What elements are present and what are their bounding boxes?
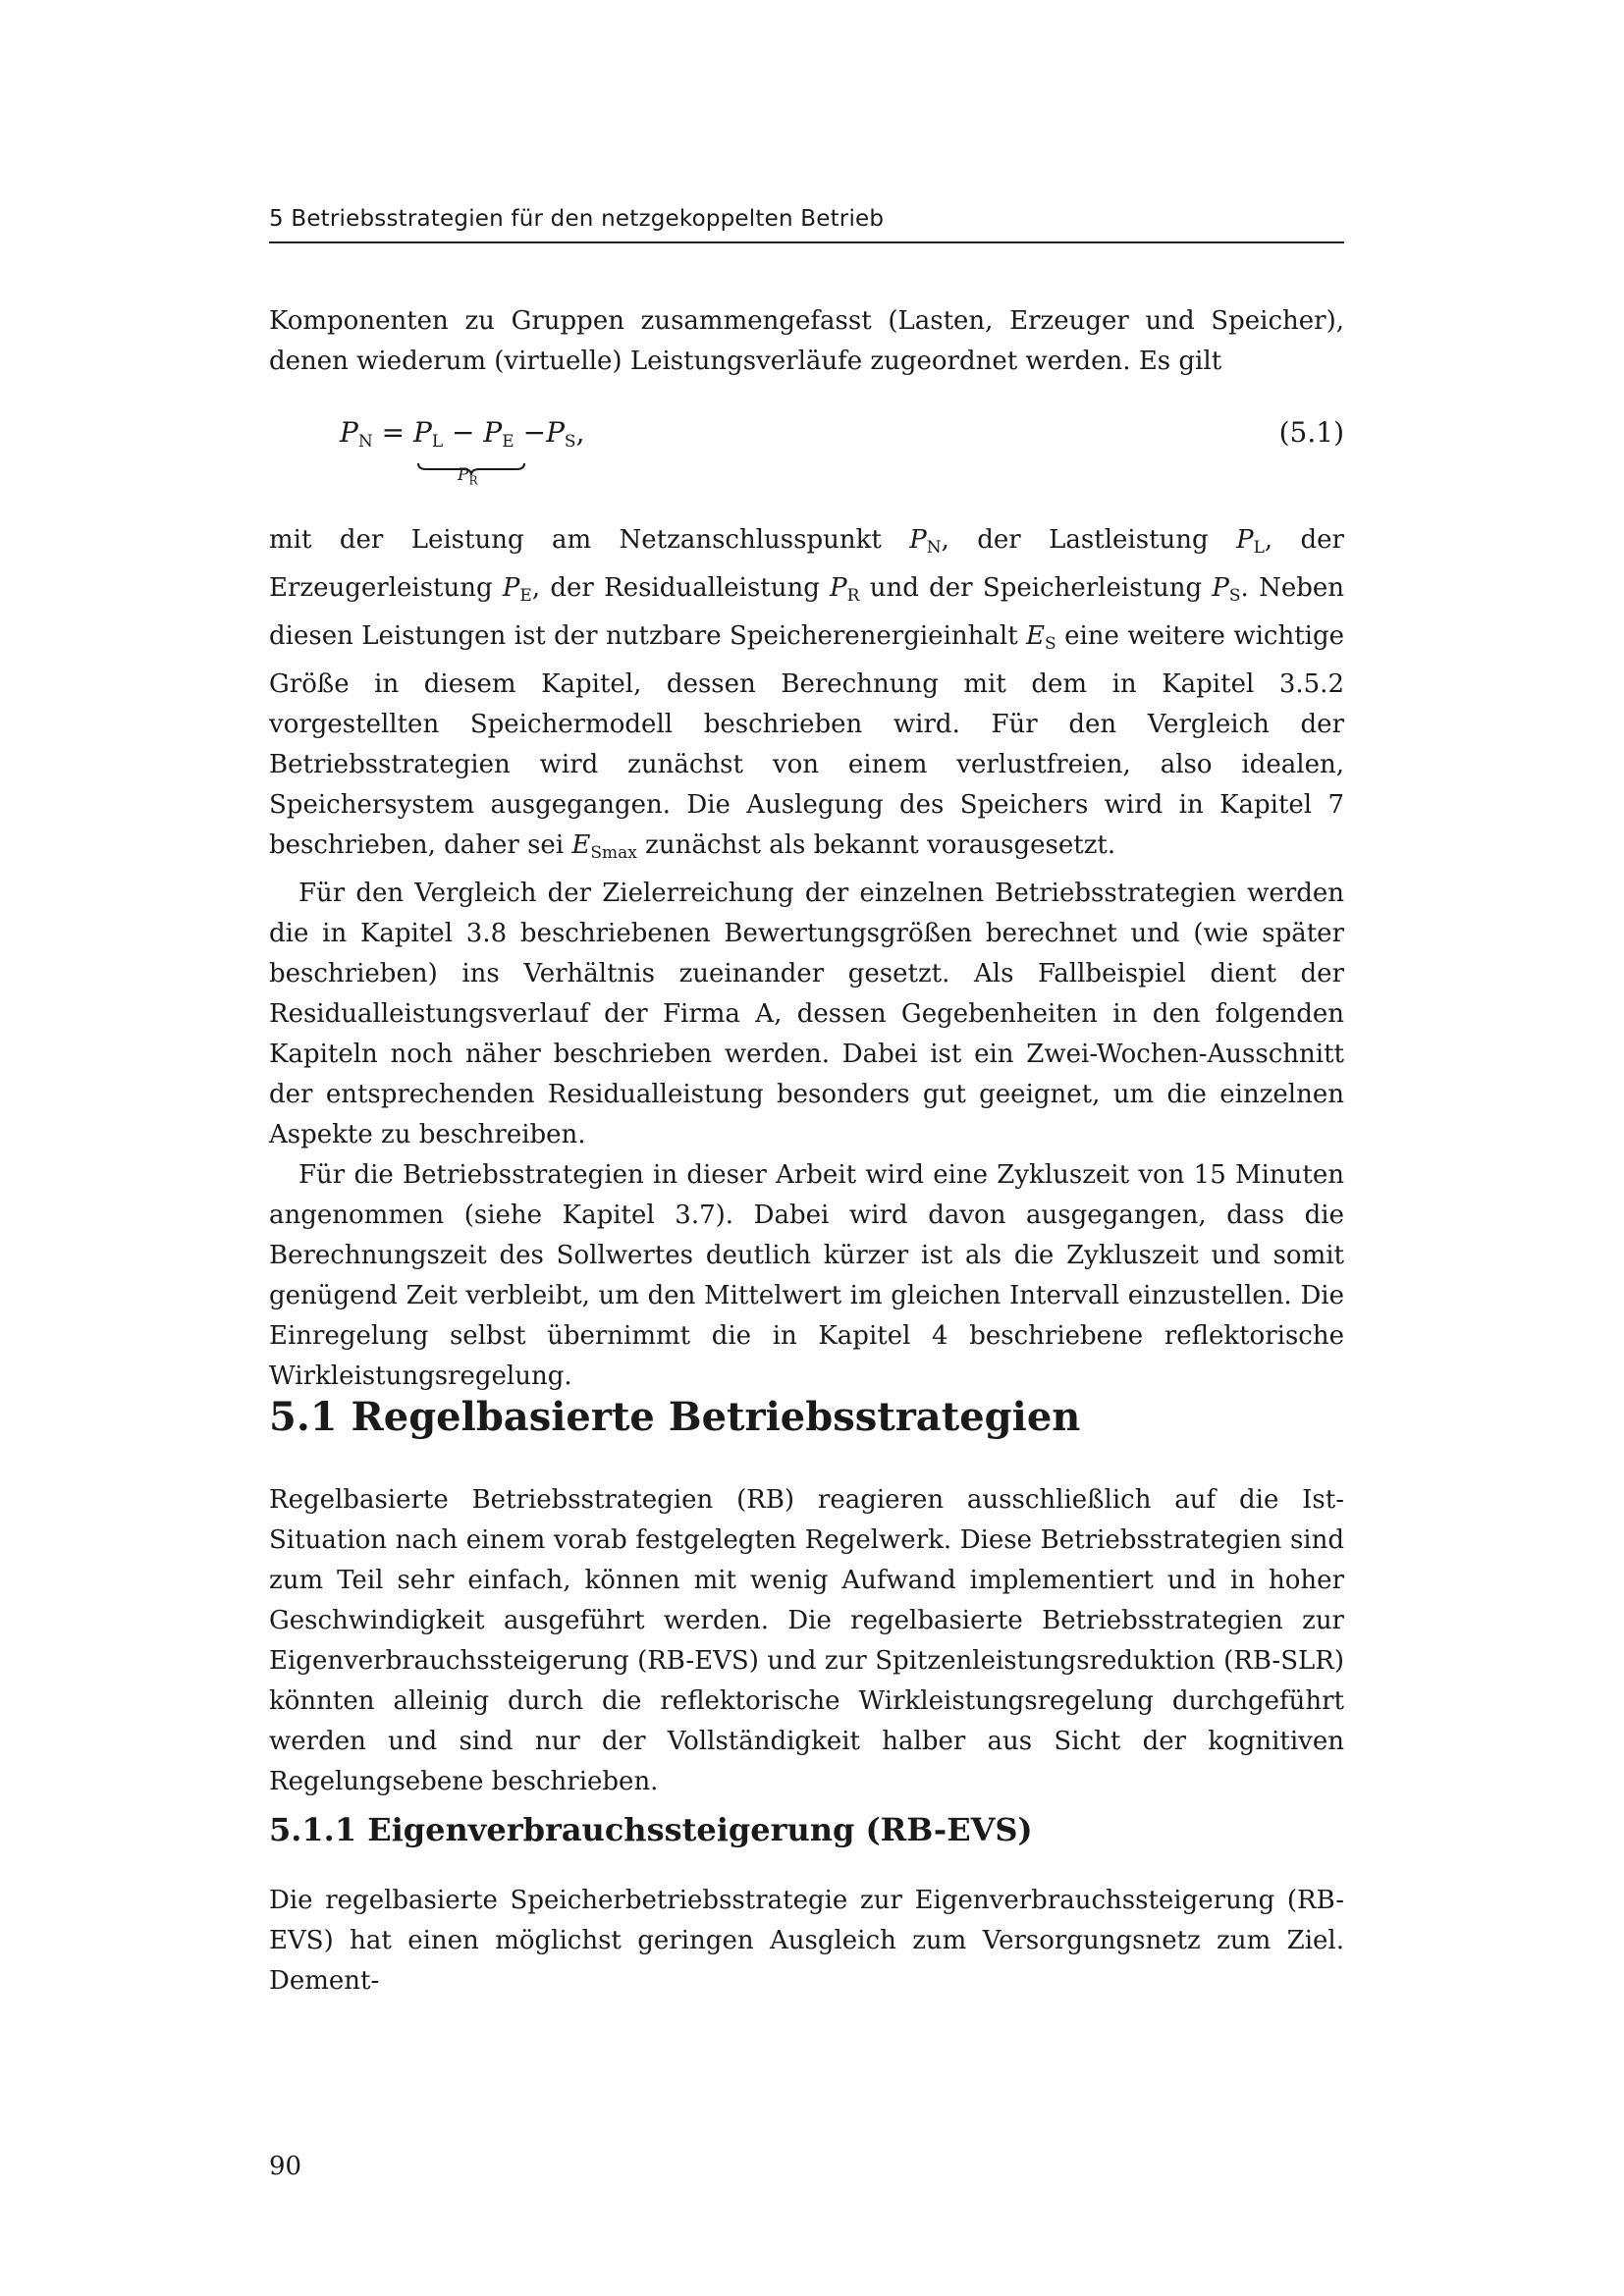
paragraph-cycle-time: Für die Betriebsstrategien in dieser Arbeit wird eine Zykluszeit von 15 Minuten angenommen (siehe Kapitel 3.7). Dabei wird davon ausgegangen, dass die Berechnungszeit des Sollwertes deutlich kürzer ist als die Zykluszeit und somit genügend Zeit verbleibt, um den Mittelwert im gleichen Intervall einzustellen. Die Einregelung selbst übernimmt die in Kapitel 4 beschriebene reflektorische Wirkleistungsregelung. xyxy=(269,1160,1344,1391)
math-var: P xyxy=(830,573,847,603)
section-title: 5.1 Regelbasierte Betriebsstrategien xyxy=(269,1394,1081,1440)
eq-storage-sub: S xyxy=(564,432,576,452)
math-sub: S xyxy=(1045,634,1056,654)
underbrace-label xyxy=(458,465,478,487)
math-sub: E xyxy=(519,586,532,606)
eq-minus-1: − xyxy=(452,416,475,449)
eq-gen-sub: E xyxy=(502,432,514,452)
math-var: P xyxy=(502,573,520,603)
eq-load-sub: L xyxy=(431,432,444,452)
running-head: 5 Betriebsstrategien für den netzgekoppelten Betrieb xyxy=(269,206,885,232)
paragraph-definitions xyxy=(269,520,1344,874)
eq-comma: , xyxy=(575,416,585,449)
text-run: eine weitere wichtige Größe in diesem Kapitel, dessen Berechnung mit dem in Kapitel 3.5.2 vorgestellten Speichermodell beschrieben wird. Für den Vergleich der Betriebsstrategien wird zunächst von einem verlustfreien, also idealen, Speichersystem ausgegangen. Die Auslegung des Speichers wird in Kapitel 7 beschrieben, daher sei xyxy=(269,621,1344,860)
text-run: und der Speicherleistung xyxy=(859,573,1213,603)
math-sub: S xyxy=(1228,586,1241,606)
eq-gen-var: P xyxy=(483,416,503,449)
math-var: P xyxy=(1212,573,1229,603)
math-var: E xyxy=(571,830,591,860)
body-paragraphs xyxy=(269,520,1344,1397)
text-run: , der Lastleistung xyxy=(941,525,1237,555)
math-sub: L xyxy=(1253,538,1265,558)
math-sub: Smax xyxy=(590,843,637,863)
math-sub: R xyxy=(846,586,860,606)
eq-lhs-var: P xyxy=(340,416,358,449)
eq-storage-var: P xyxy=(546,416,565,449)
text-run: , der Erzeugerleistung xyxy=(269,525,1344,603)
text-run: zunächst als bekannt vorausgesetzt. xyxy=(636,830,1116,860)
math-var: E xyxy=(1026,621,1046,651)
math-var: P xyxy=(1236,525,1254,555)
subsection-paragraph xyxy=(269,1881,1344,2002)
equation-5-1 xyxy=(269,416,1344,495)
under-sub: R xyxy=(468,473,478,488)
equation-number: (5.1) xyxy=(1278,416,1344,449)
text-run: mit der Leistung am Netzanschlusspunkt xyxy=(269,525,910,555)
eq-lhs-sub: N xyxy=(357,432,373,452)
section-paragraph xyxy=(269,1480,1344,1802)
under-var: P xyxy=(458,465,469,485)
subsection-text: Die regelbasierte Speicherbetriebsstrategie zur Eigenverbrauchssteigerung (RB-EVS) hat einen möglichst geringen Ausgleich zum Versorgungsnetz zum Ziel. Dement- xyxy=(269,1886,1344,1996)
header-rule xyxy=(269,241,1344,243)
page-number: 90 xyxy=(269,2152,302,2181)
paragraph-comparison: Für den Vergleich der Zielerreichung der einzelnen Betriebsstrategien werden die in Kapitel 3.8 beschriebenen Bewertungsgrößen berechnet und (wie später beschrieben) ins Verhältnis zueinander gesetzt. Als Fallbeispiel dient der Residualleistungsverlauf der Firma A, dessen Gegebenheiten in den folgenden Kapiteln noch näher beschrieben werden. Dabei ist ein Zwei-Wochen-Ausschnitt der entsprechenden Residualleistung besonders gut geeignet, um die einzelnen Aspekte zu beschreiben. xyxy=(269,879,1344,1149)
eq-minus-2: − xyxy=(522,416,547,449)
math-sub: N xyxy=(926,538,942,558)
text-run: , der Residualleistung xyxy=(531,573,831,603)
section-text: Regelbasierte Betriebsstrategien (RB) reagieren ausschließlich auf die Ist-Situation nach einem vorab festgelegten Regelwerk. Diese Betriebsstrategien sind zum Teil sehr einfach, können mit wenig Aufwand implementiert und in hoher Geschwindigkeit ausgeführt werden. Die regelbasierte Betriebsstrategien zur Eigenverbrauchssteigerung (RB-EVS) und zur Spitzenleistungsreduktion (RB-SLR) könnten alleinig durch die reflektorische Wirkleistungsregelung durchgeführt werden und sind nur der Vollständigkeit halber aus Sicht der kognitiven Regelungsebene beschrieben. xyxy=(269,1485,1344,1796)
intro-text: Komponenten zu Gruppen zusammengefasst (Lasten, Erzeuger und Speicher), denen wiederum (virtuelle) Leistungsverläufe zugeordnet werden. Es gilt xyxy=(269,306,1344,376)
eq-equals: = xyxy=(381,416,406,449)
math-var: P xyxy=(909,525,927,555)
eq-load-var: P xyxy=(413,416,432,449)
intro-paragraph xyxy=(269,301,1344,382)
subsection-title: 5.1.1 Eigenverbrauchssteigerung (RB-EVS) xyxy=(269,1811,1033,1848)
text-run: . Neben diesen Leistungen ist der nutzbare Speicherenergieinhalt xyxy=(269,573,1344,651)
equation-body xyxy=(340,416,584,452)
